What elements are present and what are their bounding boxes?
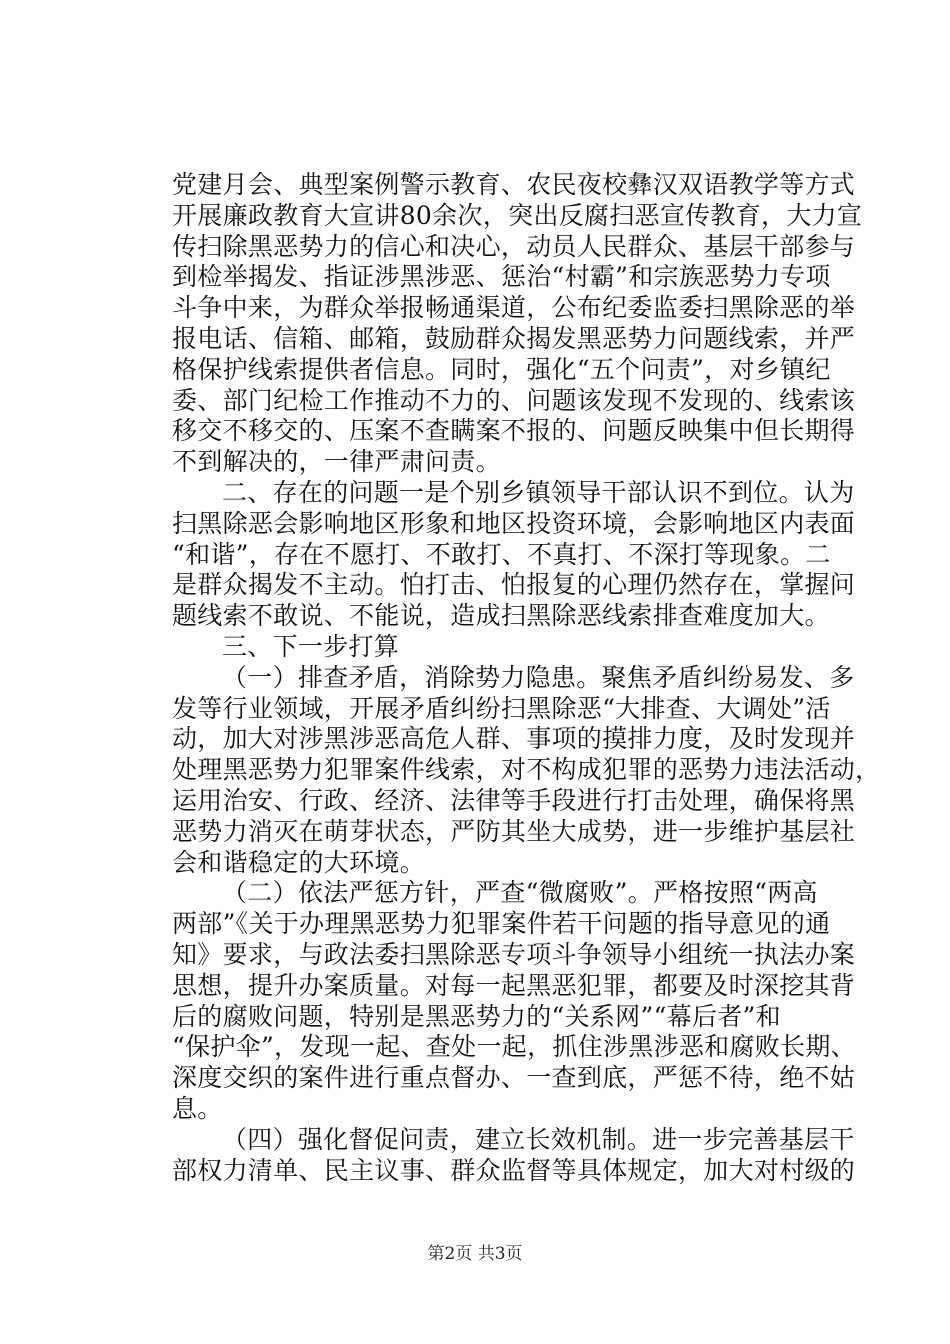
text-line: （二）依法严惩方针，严查“微腐败”。严格按照“两高 [222, 878, 818, 908]
text-line: 深度交织的案件进行重点督办、一查到底，严惩不待，绝不姑 [172, 1063, 856, 1093]
paragraph-p2 [172, 478, 862, 632]
text-line: 题线索不敢说、不能说，造成扫黑除恶线索排查难度加大。 [172, 601, 830, 631]
paragraph-p4 [172, 662, 881, 879]
text-line: 到检举揭发、指证涉黑涉恶、惩治“村霸”和宗族恶势力专项 [172, 262, 831, 292]
text-line: 三、下一步打算 [222, 631, 400, 661]
text-line: 部权力清单、民主议事、群众监督等具体规定，加大对村级的 [172, 1155, 856, 1185]
text-line: 不到解决的，一律严肃问责。 [172, 447, 501, 477]
text-line: 移交不移交的、压案不查瞒案不报的、问题反映集中但长期得 [172, 416, 856, 446]
text-line: 斗争中来，为群众举报畅通渠道，公布纪委监委扫黑除恶的举 [172, 293, 856, 323]
paragraph-p6 [172, 1125, 862, 1187]
text-line: “和谐”，存在不愿打、不敢打、不真打、不深打等现象。二 [172, 539, 831, 569]
paragraph-p5 [172, 878, 862, 1124]
text-line: 处理黑恶势力犯罪案件线索，对不构成犯罪的恶势力违法活动， [172, 755, 881, 785]
text-line: 发等行业领域，开展矛盾纠纷扫黑除恶“大排查、大调处”活 [172, 693, 831, 723]
text-line: 委、部门纪检工作推动不力的、问题该发现不发现的、线索该 [172, 385, 856, 415]
text-line: 格保护线索提供者信息。同时，强化“五个问责”，对乡镇纪 [172, 354, 831, 384]
text-line: 恶势力消灭在萌芽状态，严防其坐大成势，进一步维护基层社 [172, 816, 856, 846]
text-line: 党建月会、典型案例警示教育、农民夜校彝汉双语教学等方式 [172, 170, 856, 199]
text-line: 思想，提升办案质量。对每一起黑恶犯罪，都要及时深挖其背 [172, 970, 856, 1000]
text-line: 开展廉政教育大宣讲80余次，突出反腐扫恶宣传教育，大力宣 [172, 200, 863, 230]
text-line: 运用治安、行政、经济、法律等手段进行打击处理，确保将黑 [172, 785, 856, 815]
text-line: 后的腐败问题，特别是黑恶势力的“关系网”“幕后者”和 [172, 1001, 781, 1031]
text-line: 动，加大对涉黑涉恶高危人群、事项的摸排力度，及时发现并 [172, 724, 856, 754]
text-line: 二、存在的问题一是个别乡镇领导干部认识不到位。认为 [222, 477, 855, 507]
text-line: 报电话、信箱、邮箱，鼓励群众揭发黑恶势力问题线索，并严 [172, 323, 856, 353]
paragraph-p1 [172, 170, 862, 478]
text-line: “保护伞”，发现一起、查处一起，抓住涉黑涉恶和腐败长期、 [172, 1032, 856, 1062]
text-line: 两部”《关于办理黑恶势力犯罪案件若干问题的指导意见的通 [172, 909, 831, 939]
paragraph-p3 [172, 632, 862, 663]
text-line: 是群众揭发不主动。怕打击、怕报复的心理仍然存在，掌握问 [172, 570, 856, 600]
text-line: 知》要求，与政法委扫黑除恶专项斗争领导小组统一执法办案 [172, 939, 856, 969]
page-footer: 第2页 共3页 [427, 1244, 523, 1264]
text-line: 息。 [172, 1093, 223, 1123]
document-body [172, 170, 881, 1186]
text-line: （一）排查矛盾，消除势力隐患。聚焦矛盾纠纷易发、多 [222, 662, 855, 692]
text-line: 会和谐稳定的大环境。 [172, 847, 426, 877]
text-line: 扫黑除恶会影响地区形象和地区投资环境，会影响地区内表面 [172, 508, 856, 538]
text-line: 传扫除黑恶势力的信心和决心，动员人民群众、基层干部参与 [172, 231, 856, 261]
text-line: （四）强化督促问责，建立长效机制。进一步完善基层干 [222, 1124, 855, 1154]
